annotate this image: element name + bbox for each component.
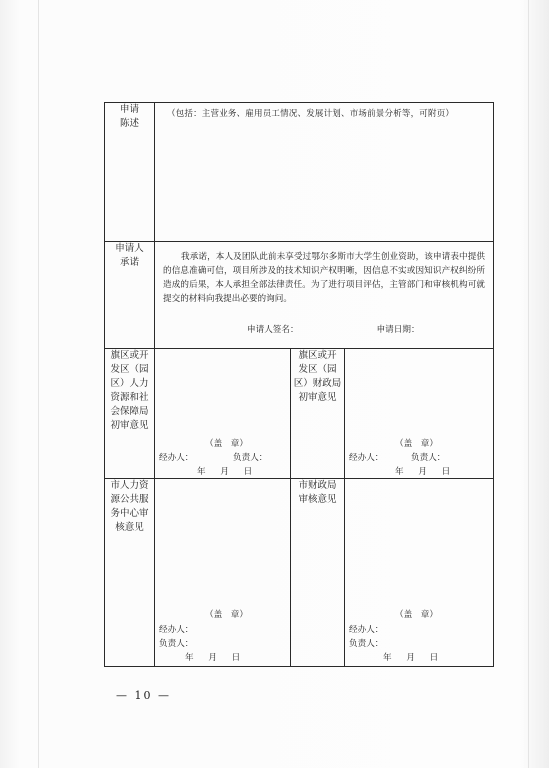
commitment-row: [105, 242, 494, 349]
handler-label: 经办人：: [159, 453, 194, 463]
responsible-label: 负责人：: [233, 453, 268, 463]
responsible-label: 负责人：: [349, 639, 384, 649]
handler-label: 经办人：: [349, 625, 384, 635]
statement-cell[interactable]: [155, 103, 494, 242]
date-label: 年 月 日: [185, 653, 241, 663]
date-label: 年 月 日: [395, 467, 451, 477]
commitment-label: 申请人 承诺: [105, 242, 155, 349]
commitment-text: 我承诺，本人及团队此前未享受过鄂尔多斯市大学生创业资助，该申请表中提供的信息准确可信，项目所涉及的技术知识产权明晰，因信息不实或因知识产权纠纷所造成的后果，本人承担全部法律责任。为了进行项目评估，主管部门和审核机构可就提交的材料向我提出必要的询问。: [163, 252, 486, 304]
city-hr-label: 市人力资 源公共服 务中心审 核意见: [105, 479, 155, 667]
finance-bureau-opinion[interactable]: [345, 349, 494, 479]
hr-bureau-label: 旗区或开 发区（园 区）人力 资源和社 会保障局 初审意见: [105, 349, 155, 479]
statement-label: 申请 陈述: [105, 103, 155, 242]
applicant-signature-field[interactable]: 申请人签名：: [247, 325, 299, 335]
city-finance-opinion[interactable]: [345, 479, 494, 667]
application-date-field[interactable]: 申请日期：: [376, 325, 420, 335]
seal-label: （盖 章）: [205, 439, 248, 449]
statement-note: （包括：主营业务、雇用员工情况、发展计划、市场前景分析等，可附页）: [167, 109, 455, 119]
responsible-label: 负责人：: [159, 639, 194, 649]
commitment-cell: [155, 242, 494, 349]
initial-review-row: [105, 349, 494, 479]
finance-bureau-label: 旗区或开 发区（园 区）财政局 初审意见: [291, 349, 345, 479]
page-number: — 10 —: [116, 689, 171, 702]
seal-label: （盖 章）: [205, 610, 248, 620]
scan-artifact: [528, 0, 529, 768]
final-review-row: [105, 479, 494, 667]
seal-label: （盖 章）: [395, 439, 438, 449]
responsible-label: 负责人：: [411, 453, 446, 463]
handler-label: 经办人：: [159, 625, 194, 635]
seal-label: （盖 章）: [395, 610, 438, 620]
scan-artifact: [38, 0, 39, 768]
date-label: 年 月 日: [383, 653, 439, 663]
date-label: 年 月 日: [197, 467, 253, 477]
statement-row: [105, 103, 494, 242]
handler-label: 经办人：: [349, 453, 384, 463]
city-finance-label: 市财政局 审核意见: [291, 479, 345, 667]
city-hr-opinion[interactable]: [155, 479, 291, 667]
hr-bureau-opinion[interactable]: [155, 349, 291, 479]
application-form-table: [104, 102, 494, 667]
